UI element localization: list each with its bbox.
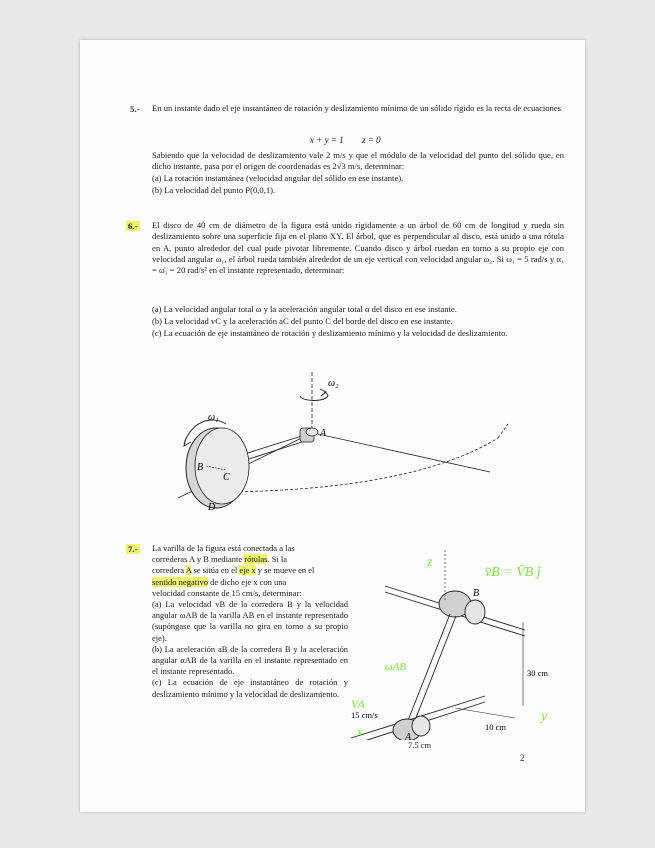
annotation-wab: ωAB [385,661,407,673]
figure7-speed: 15 cm/s [351,710,378,720]
problem7-text [152,543,348,700]
problem5-part-a: (a) La rotación instantánea (velocidad angular del sólido en ese instante). [152,173,404,183]
problem6-number: 6.- [128,221,138,231]
figure7-dim-10: 10 cm [485,722,507,732]
figure7-label-a: A [405,732,412,740]
problem6-body: El disco de 40 cm de diámetro de la figura está unido rígidamente a un árbol de 60 cm de longitud y rueda sin deslizamiento sobre una superficie fija en el plano XY. El árbol, que es perpendicular al disco, está unido a una rótula en A, punto alrededor del cual pude pivotar libremente. Cuando disco y árbol ruedan en torno a su propio eje con velocidad angular ω₁, el árbol rueda también alrededor de un eje vertical con velocidad angular ω₂. Si ω₁ = 5 rad/s y α₁ = ω̇₁ = 20 rad/s² en el instante representado, determinar: [152,220,564,276]
annotation-vb-eq: v̄B = V̄B ĵ [485,565,541,580]
problem5-part-b: (b) La velocidad del punto P(0,0,1). [152,185,276,195]
problem7-part-c: (c) La ecuación de eje instantáneo de rotación y deslizamiento mínimo y la velocidad de deslizamiento. [152,677,348,699]
problem7-number: 7.- [128,544,138,554]
problem5-equation-2: z = 0 [362,135,381,145]
annotation-x: x [357,724,363,739]
problem5-intro: En un instante dado el eje instantáneo de rotación y deslizamiento mínimo de un sólido rígido es la recta de ecuaciones [152,103,562,113]
problem7-line1: La varilla de la figura está conectada a las [152,543,295,553]
disk-shaft-figure [160,362,520,512]
figure6-label-w1: ω₁ [208,412,219,423]
figure7-dim-30: 30 cm [527,668,549,678]
problem5-number: 5.- [130,104,140,114]
figure6-label-w2: ω₂ [328,378,339,389]
problem7-line4: sentido negativo de dicho eje x con una [152,576,287,587]
problem7-part-b: (b) La aceleración aB de la corredera B y la aceleración angular αAB de la varilla en el instante representado en el instante representado. [152,643,348,677]
document-page [80,40,585,812]
problem7-line3: corredera A se sitúa en el eje x y se mueve en el [152,565,315,576]
problem6-part-c: (c) La ecuación de eje instantáneo de rotación y deslizamiento mínimo y la velocidad de deslizamiento. [152,328,508,338]
problem7-line5: velocidad constante de 15 cm/s, determinar: [152,587,302,598]
problem5-body: Sabiendo que la velocidad de deslizamiento vale 2 m/s y que el módulo de la velocidad del punto del sólido que, en dicho instante, pasa por el origen de coordenadas es 2√3 m/s, determinar: [152,150,564,172]
figure7-dim-75: 7.5 cm [408,740,432,750]
figure6-label-a: A [320,428,327,439]
problem5-equation-1: x + y = 1 [310,135,344,145]
annotation-z: z [427,555,433,570]
figure6-label-d: D [208,502,216,512]
sliders-rod-figure [345,540,585,740]
problem7-line2: correderas A y B mediante rótulas. Si la [152,554,288,565]
problem7-part-a: (a) La velocidad vB de la corredera B y la velocidad angular ωAB de la varilla AB en el instante representado (supóngase que la varilla no gira en torno a su propio eje). [152,599,348,643]
annotation-y: y [541,709,548,724]
problem6-part-a: (a) La velocidad angular total ω y la aceleración angular total α del disco en ese instante. [152,304,457,314]
figure6-label-b: B [197,462,204,473]
page-number: 2 [520,753,525,763]
problem6-part-b: (b) La velocidad vC y la aceleración aC del punto C del borde del disco en ese instante. [152,316,453,326]
figure7-label-b: B [473,588,480,599]
annotation-va: VA [351,697,365,711]
figure6-label-c: C [223,472,230,483]
